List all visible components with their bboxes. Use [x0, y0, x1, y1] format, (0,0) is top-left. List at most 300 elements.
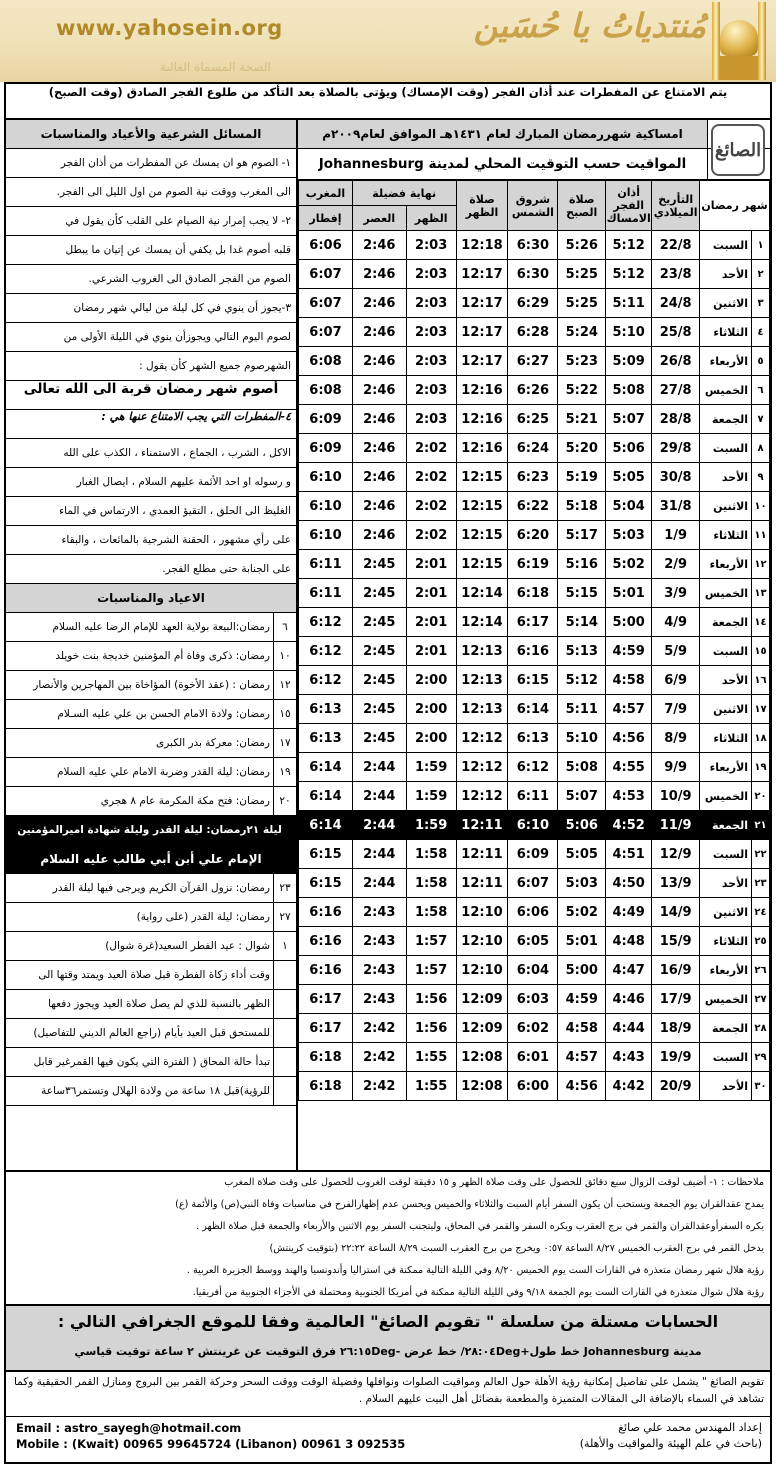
shuruq-time: 6:13 — [508, 724, 558, 753]
gregorian-date: 27/8 — [652, 376, 700, 405]
row-number: ١٧ — [752, 695, 770, 724]
notes-section — [6, 1172, 770, 1304]
ruling-line: الشهرصوم جميع الشهر كأن يقول : — [6, 352, 296, 381]
shuruq-header: شروق الشمس — [508, 181, 558, 231]
timetable-row — [299, 985, 770, 1014]
subh-time: 5:02 — [558, 898, 606, 927]
timetable-row — [299, 927, 770, 956]
subh-time: 5:18 — [558, 492, 606, 521]
event-day: ١٠ — [273, 642, 296, 670]
subh-time: 5:23 — [558, 347, 606, 376]
day-name: الثلاثاء — [700, 927, 752, 956]
zuhr-time: 12:16 — [456, 405, 508, 434]
eid-item — [6, 990, 296, 1019]
event-item — [6, 729, 296, 758]
fadila-zuhr-time: 2:03 — [406, 289, 456, 318]
day-name: الأحد — [700, 666, 752, 695]
row-number: ١٦ — [752, 666, 770, 695]
zuhr-time: 12:12 — [456, 724, 508, 753]
maghrib-time: 6:07 — [299, 260, 353, 289]
timetable-row — [299, 724, 770, 753]
fadila-asr-time: 2:46 — [352, 289, 406, 318]
fajr-time: 5:04 — [606, 492, 652, 521]
fadila-asr-time: 2:45 — [352, 637, 406, 666]
fadila-zuhr-time: 1:56 — [406, 985, 456, 1014]
fadila-asr-time: 2:45 — [352, 579, 406, 608]
event-day: ١٧ — [273, 729, 296, 757]
day-name: الثلاثاء — [700, 521, 752, 550]
gregorian-date: 3/9 — [652, 579, 700, 608]
shuruq-time: 6:16 — [508, 637, 558, 666]
fajr-time: 4:59 — [606, 637, 652, 666]
fadila-zuhr-time: 2:01 — [406, 637, 456, 666]
fadila-asr-time: 2:44 — [352, 811, 406, 840]
row-number: ٤ — [752, 318, 770, 347]
day-name: الأحد — [700, 463, 752, 492]
zuhr-time: 12:14 — [456, 579, 508, 608]
fajr-time: 4:55 — [606, 753, 652, 782]
timetable-row — [299, 463, 770, 492]
ruling-line: الاكل ، الشرب ، الجماع ، الاستمناء ، الكذب على الله — [6, 439, 296, 468]
author-info — [580, 1420, 762, 1452]
zuhr-time: 12:12 — [456, 782, 508, 811]
day-name: السبت — [700, 1043, 752, 1072]
fadila-zuhr-time: 2:01 — [406, 579, 456, 608]
fajr-time: 5:05 — [606, 463, 652, 492]
timetable-row — [299, 550, 770, 579]
fadila-asr-time: 2:45 — [352, 666, 406, 695]
timetable-head-row — [299, 181, 770, 206]
ruling-line: الغليظ الى الحلق ، التقيؤ العمدي ، الارتماس في الماء — [6, 497, 296, 526]
subh-time: 5:03 — [558, 869, 606, 898]
zuhr-time: 12:08 — [456, 1043, 508, 1072]
maghrib-time: 6:16 — [299, 956, 353, 985]
day-name: الأحد — [700, 260, 752, 289]
row-number: ٥ — [752, 347, 770, 376]
fajr-time: 4:56 — [606, 724, 652, 753]
event-text: رمضان : (عقد الأخوة) المؤاخاة بين المهاجرين والأنصار — [33, 679, 270, 691]
subh-time: 5:25 — [558, 289, 606, 318]
timetable-row — [299, 869, 770, 898]
shuruq-time: 6:02 — [508, 1014, 558, 1043]
event-day: ١٩ — [273, 758, 296, 786]
subh-header: صلاة الصبح — [558, 181, 606, 231]
gregorian-date: 5/9 — [652, 637, 700, 666]
zuhr-time: 12:09 — [456, 1014, 508, 1043]
maghrib-header: المغرب — [299, 181, 353, 206]
forum-calligraphy: مُنتدياتُ يا حُسَين — [473, 6, 706, 45]
timetable-row — [299, 811, 770, 840]
gregorian-date: 18/9 — [652, 1014, 700, 1043]
fadila-asr-time: 2:46 — [352, 405, 406, 434]
zuhr-time: 12:13 — [456, 637, 508, 666]
contact-mobile: Mobile : (Kwait) 00965 99645724 (Libanon) 00961 3 092535 — [16, 1437, 406, 1451]
gregorian-date: 24/8 — [652, 289, 700, 318]
gregorian-date: 25/8 — [652, 318, 700, 347]
event-day — [273, 1019, 296, 1047]
row-number: ٢ — [752, 260, 770, 289]
fajr-time: 4:51 — [606, 840, 652, 869]
timetable-row — [299, 231, 770, 260]
shuruq-time: 6:30 — [508, 231, 558, 260]
month-header: شهر رمضان — [700, 181, 770, 231]
gregorian-date: 16/9 — [652, 956, 700, 985]
gregorian-date: 8/9 — [652, 724, 700, 753]
subh-time: 5:21 — [558, 405, 606, 434]
fadila-zuhr-time: 2:03 — [406, 376, 456, 405]
fadila-zuhr-time: 2:03 — [406, 318, 456, 347]
event-text: رمضان: ذكرى وفاة أم المؤمنين خديجة بنت خويلد — [55, 650, 270, 662]
fajr-time: 5:00 — [606, 608, 652, 637]
fadila-zuhr-time: 2:01 — [406, 550, 456, 579]
event-day — [273, 961, 296, 989]
fadila-zuhr-time: 2:00 — [406, 695, 456, 724]
day-name: الثلاثاء — [700, 318, 752, 347]
fajr-time: 5:07 — [606, 405, 652, 434]
fajr-time: 5:09 — [606, 347, 652, 376]
row-number: ١٥ — [752, 637, 770, 666]
timetable-row — [299, 289, 770, 318]
subh-time: 5:08 — [558, 753, 606, 782]
fadila-zuhr-time: 2:03 — [406, 260, 456, 289]
timetable-row — [299, 782, 770, 811]
event-text: رمضان: نزول القرآن الكريم ويرجى فيها ليلة القدر — [52, 882, 270, 894]
fadila-zuhr-time: 1:56 — [406, 1014, 456, 1043]
fajr-time: 4:42 — [606, 1072, 652, 1101]
shuruq-time: 6:20 — [508, 521, 558, 550]
fajr-time: 5:11 — [606, 289, 652, 318]
day-name: الجمعة — [700, 405, 752, 434]
zuhr-time: 12:11 — [456, 811, 508, 840]
timetable-row — [299, 898, 770, 927]
day-name: الأربعاء — [700, 753, 752, 782]
maghrib-time: 6:10 — [299, 521, 353, 550]
event-day: ٦ — [273, 613, 296, 641]
day-name: الاثنين — [700, 289, 752, 318]
event-text: رمضان: ليلة القدر وضربة الامام علي عليه السلام — [57, 766, 270, 778]
maghrib-time: 6:18 — [299, 1072, 353, 1101]
gregorian-date: 1/9 — [652, 521, 700, 550]
timetable-row — [299, 1072, 770, 1101]
gregorian-date: 11/9 — [652, 811, 700, 840]
event-item — [6, 758, 296, 787]
event-text: وقت أداء زكاة الفطرة قبل صلاة العيد ويمتد وقتها الى — [38, 969, 270, 981]
main-section — [6, 120, 770, 1172]
timetable-panel — [298, 120, 770, 1170]
zuhr-time: 12:14 — [456, 608, 508, 637]
fadila-asr-time: 2:45 — [352, 550, 406, 579]
rulings-panel — [6, 120, 298, 1170]
timetable-city-title: المواقيت حسب التوقيت المحلي لمدينة Johannesburg — [318, 156, 687, 172]
fajr-time: 4:46 — [606, 985, 652, 1014]
event-item — [6, 613, 296, 642]
shuruq-time: 6:07 — [508, 869, 558, 898]
maghrib-time: 6:14 — [299, 782, 353, 811]
maghrib-time: 6:12 — [299, 637, 353, 666]
gregorian-date: 13/9 — [652, 869, 700, 898]
ruling-line: أصوم شهر رمضان قربة الى الله تعالى — [6, 381, 296, 410]
row-number: ١٨ — [752, 724, 770, 753]
timetable-header-2 — [298, 149, 770, 180]
fadila-asr-time: 2:46 — [352, 260, 406, 289]
event-text: رمضان: معركة بدر الكبرى — [156, 737, 270, 749]
eid-list — [6, 932, 296, 1106]
event-text: للمستحق قبل العيد بأيام (راجع العالم الديني للتفاصيل) — [33, 1027, 270, 1039]
row-number: ١٣ — [752, 579, 770, 608]
sayegh-logo: الصائغ — [711, 124, 765, 176]
event-day — [273, 1048, 296, 1076]
zuhr-time: 12:15 — [456, 521, 508, 550]
event-item — [6, 874, 296, 903]
zuhr-time: 12:17 — [456, 347, 508, 376]
site-url[interactable]: www.yahosein.org — [56, 16, 283, 40]
gregorian-date: 2/9 — [652, 550, 700, 579]
event-item — [6, 787, 296, 816]
timetable — [298, 180, 770, 1101]
zuhr-time: 12:17 — [456, 318, 508, 347]
subh-time: 5:16 — [558, 550, 606, 579]
fadila-zuhr-time: 2:01 — [406, 608, 456, 637]
gregorian-date: 30/8 — [652, 463, 700, 492]
shuruq-time: 6:24 — [508, 434, 558, 463]
maghrib-time: 6:13 — [299, 695, 353, 724]
fajr-time: 4:44 — [606, 1014, 652, 1043]
event-day: ٢٣ — [273, 874, 296, 902]
event-item — [6, 700, 296, 729]
ruling-line: على رأي مشهور ، الحقنة الشرجية بالمائعات ، والبقاء — [6, 526, 296, 555]
gregorian-date: 23/8 — [652, 260, 700, 289]
fadila-zuhr-time: 1:55 — [406, 1043, 456, 1072]
fajr-time: 4:58 — [606, 666, 652, 695]
eid-item — [6, 961, 296, 990]
zuhr-time: 12:10 — [456, 927, 508, 956]
timetable-row — [299, 840, 770, 869]
subh-time: 5:13 — [558, 637, 606, 666]
timetable-row — [299, 405, 770, 434]
fajr-time: 4:50 — [606, 869, 652, 898]
fadila-asr-time: 2:46 — [352, 231, 406, 260]
zuhr-time: 12:09 — [456, 985, 508, 1014]
day-name: السبت — [700, 637, 752, 666]
fadila-zuhr-time: 1:57 — [406, 927, 456, 956]
note-line: يكره السفرأوعقدالقران والقمر في برج العقرب ويكره السفر والقمر في المحاق، وليتجنب السفر يوم الاثنين والأربعاء والجمعة قبل صلاة الظهر . — [196, 1221, 764, 1232]
fadila-zuhr-time: 1:59 — [406, 782, 456, 811]
gregorian-date: 19/9 — [652, 1043, 700, 1072]
note-line: يدخل القمر في برج العقرب الخميس ٨/٢٧ الساعة ٠:٥٧ ويخرج من برج العقرب السبت ٨/٢٩ الساعة ٢٢:٢٢ (بتوقيت كرينتش) — [269, 1243, 764, 1254]
event-highlight-imam-ali: الإمام علي أبن أبي طالب عليه السلام — [6, 845, 296, 874]
fadila-zuhr-time: 2:00 — [406, 724, 456, 753]
fadila-asr-time: 2:46 — [352, 347, 406, 376]
maghrib-time: 6:12 — [299, 666, 353, 695]
maghrib-time: 6:10 — [299, 463, 353, 492]
maghrib-time: 6:13 — [299, 724, 353, 753]
row-number: ٧ — [752, 405, 770, 434]
calc-box — [6, 1304, 770, 1372]
maghrib-time: 6:09 — [299, 434, 353, 463]
fadila-asr-time: 2:45 — [352, 695, 406, 724]
shuruq-time: 6:01 — [508, 1043, 558, 1072]
day-name: الأربعاء — [700, 956, 752, 985]
maghrib-time: 6:12 — [299, 608, 353, 637]
maghrib-time: 6:17 — [299, 1014, 353, 1043]
subh-time: 4:56 — [558, 1072, 606, 1101]
day-name: الاثنين — [700, 898, 752, 927]
fajr-header: أذان الفجر الامساك — [606, 181, 652, 231]
subh-time: 5:06 — [558, 811, 606, 840]
timetable-header-1 — [298, 120, 770, 149]
timetable-title: امساكية شهررمضان المبارك لعام ١٤٣١هـ الموافق لعام٢٠٠٩م — [298, 120, 707, 148]
gregorian-date: 9/9 — [652, 753, 700, 782]
fadila-asr-time: 2:46 — [352, 434, 406, 463]
event-text: تبدأ حالة المحاق ( الفترة التي يكون فيها القمرغير قابل — [33, 1056, 270, 1068]
row-number: ٢٨ — [752, 1014, 770, 1043]
day-name: الخميس — [700, 376, 752, 405]
event-text: الظهر بالنسبة للذي لم يصل صلاة العيد ويجوز دفعها — [48, 998, 270, 1010]
fadila-asr-time: 2:44 — [352, 869, 406, 898]
fajr-time: 5:03 — [606, 521, 652, 550]
day-name: الأربعاء — [700, 550, 752, 579]
fadila-zuhr-time: 1:58 — [406, 898, 456, 927]
fadila-zuhr-time: 2:02 — [406, 434, 456, 463]
event-day: ٢٠ — [273, 787, 296, 815]
fadila-zuhr-time: 1:58 — [406, 869, 456, 898]
zuhr-time: 12:15 — [456, 492, 508, 521]
fadila-asr-time: 2:44 — [352, 840, 406, 869]
fadila-asr-time: 2:44 — [352, 753, 406, 782]
maghrib-time: 6:16 — [299, 898, 353, 927]
day-name: السبت — [700, 840, 752, 869]
eid-item — [6, 932, 296, 961]
zuhr-time: 12:08 — [456, 1072, 508, 1101]
top-note: يتم الامتناع عن المفطرات عند أذان الفجر (وقت الإمساك) ويؤتى بالصلاة بعد التأكد من طلوع الفجر الصادق (وقت الصبح) — [6, 84, 770, 120]
fadila-zuhr-time: 2:02 — [406, 463, 456, 492]
timetable-row — [299, 521, 770, 550]
gregorian-date: 4/9 — [652, 608, 700, 637]
maghrib-time: 6:07 — [299, 289, 353, 318]
row-number: ٢٧ — [752, 985, 770, 1014]
timetable-row — [299, 492, 770, 521]
zuhr-time: 12:15 — [456, 463, 508, 492]
fajr-time: 5:10 — [606, 318, 652, 347]
timetable-row — [299, 753, 770, 782]
shrine-dome-icon — [712, 2, 766, 80]
zuhr-time: 12:18 — [456, 231, 508, 260]
zuhr-time: 12:15 — [456, 550, 508, 579]
events-title: الاعياد والمناسبات — [6, 584, 296, 613]
day-name: الأحد — [700, 1072, 752, 1101]
day-name: الاثنين — [700, 695, 752, 724]
contact-email[interactable]: Email : astro_sayegh@hotmail.com — [16, 1421, 242, 1435]
calc-title: الحسابات مستلة من سلسلة " تقويم الصائغ" العالمية وفقا للموقع الجغرافي التالي : — [57, 1312, 719, 1331]
row-number: ٢٥ — [752, 927, 770, 956]
row-number: ٣ — [752, 289, 770, 318]
gregorian-date: 7/9 — [652, 695, 700, 724]
shuruq-time: 6:19 — [508, 550, 558, 579]
zuhr-time: 12:13 — [456, 666, 508, 695]
event-day: ١ — [273, 932, 296, 960]
ruling-line: الى المغرب ووقت نية الصوم من اول الليل الى الفجر. — [6, 178, 296, 207]
ruling-line: الصوم من الفجر الصادق الى الغروب الشرعي. — [6, 265, 296, 294]
row-number: ٢٢ — [752, 840, 770, 869]
gregorian-date: 6/9 — [652, 666, 700, 695]
maghrib-time: 6:15 — [299, 869, 353, 898]
fajr-time: 4:47 — [606, 956, 652, 985]
note-line: يمدح عقدالقران يوم الجمعة ويستحب أن يكون السفر أيام السبت والثلاثاء والخميس ويحسن عدم إظهارالفرح في مناسبات وفاة النبي(ص) والأئمة (ع) — [175, 1199, 764, 1210]
day-name: السبت — [700, 434, 752, 463]
subh-time: 5:01 — [558, 927, 606, 956]
maghrib-time: 6:07 — [299, 318, 353, 347]
row-number: ١٠ — [752, 492, 770, 521]
timetable-row — [299, 608, 770, 637]
shuruq-time: 6:18 — [508, 579, 558, 608]
fadila-zuhr-time: 2:03 — [406, 347, 456, 376]
event-text: شوال : عيد الفطر السعيد(غرة شوال) — [105, 940, 270, 952]
maghrib-time: 6:18 — [299, 1043, 353, 1072]
gregorian-date: 28/8 — [652, 405, 700, 434]
timetable-row — [299, 434, 770, 463]
day-name: الجمعة — [700, 1014, 752, 1043]
event-day — [273, 1077, 296, 1105]
timetable-row — [299, 260, 770, 289]
gregorian-date: 22/8 — [652, 231, 700, 260]
fadila-asr-time: 2:45 — [352, 608, 406, 637]
fadila-zuhr-time: 2:02 — [406, 492, 456, 521]
shuruq-time: 6:12 — [508, 753, 558, 782]
fajr-time: 5:06 — [606, 434, 652, 463]
site-banner — [0, 0, 776, 82]
subh-time: 5:00 — [558, 956, 606, 985]
fadila-asr-time: 2:46 — [352, 463, 406, 492]
timetable-row — [299, 956, 770, 985]
shuruq-time: 6:10 — [508, 811, 558, 840]
maghrib-time: 6:14 — [299, 753, 353, 782]
shuruq-time: 6:06 — [508, 898, 558, 927]
event-day: ١٥ — [273, 700, 296, 728]
row-number: ٢٤ — [752, 898, 770, 927]
zuhr-time: 12:16 — [456, 434, 508, 463]
contact-info — [16, 1420, 405, 1452]
gregorian-date: 15/9 — [652, 927, 700, 956]
day-name: الاثنين — [700, 492, 752, 521]
row-number: ٨ — [752, 434, 770, 463]
subh-time: 5:26 — [558, 231, 606, 260]
row-number: ٢١ — [752, 811, 770, 840]
footer-description: تقويم الصائغ " يشمل على تفاصيل إمكانية رؤية الأهلة حول العالم ومواقيت الصلوات ونوافلها وفضيلة الوقت ووقت السحر وحركة القمر بين البروج ومنازل القمر الحقيقية وكما تشاهد في السماء بالإضافة الى المقالات المتميزة والمطعمة بفضائل أهل البيت عليهم السلام . — [6, 1372, 770, 1417]
subh-time: 5:12 — [558, 666, 606, 695]
fajr-time: 4:53 — [606, 782, 652, 811]
fadila-asr-time: 2:46 — [352, 492, 406, 521]
fadila-asr-time: 2:43 — [352, 927, 406, 956]
maghrib-time: 6:15 — [299, 840, 353, 869]
events-list — [6, 613, 296, 816]
fadila-asr-time: 2:46 — [352, 318, 406, 347]
maghrib-time: 6:08 — [299, 347, 353, 376]
row-number: ١١ — [752, 521, 770, 550]
day-name: الخميس — [700, 579, 752, 608]
shuruq-time: 6:30 — [508, 260, 558, 289]
timetable-row — [299, 637, 770, 666]
subh-time: 5:15 — [558, 579, 606, 608]
gregorian-date: 12/9 — [652, 840, 700, 869]
day-name: الثلاثاء — [700, 724, 752, 753]
fadila-asr-time: 2:43 — [352, 898, 406, 927]
eid-item — [6, 1048, 296, 1077]
fajr-time: 4:43 — [606, 1043, 652, 1072]
fadila-asr-time: 2:46 — [352, 376, 406, 405]
maghrib-time: 6:17 — [299, 985, 353, 1014]
fadila-asr-time: 2:42 — [352, 1043, 406, 1072]
fadila-zuhr-time: 1:59 — [406, 811, 456, 840]
